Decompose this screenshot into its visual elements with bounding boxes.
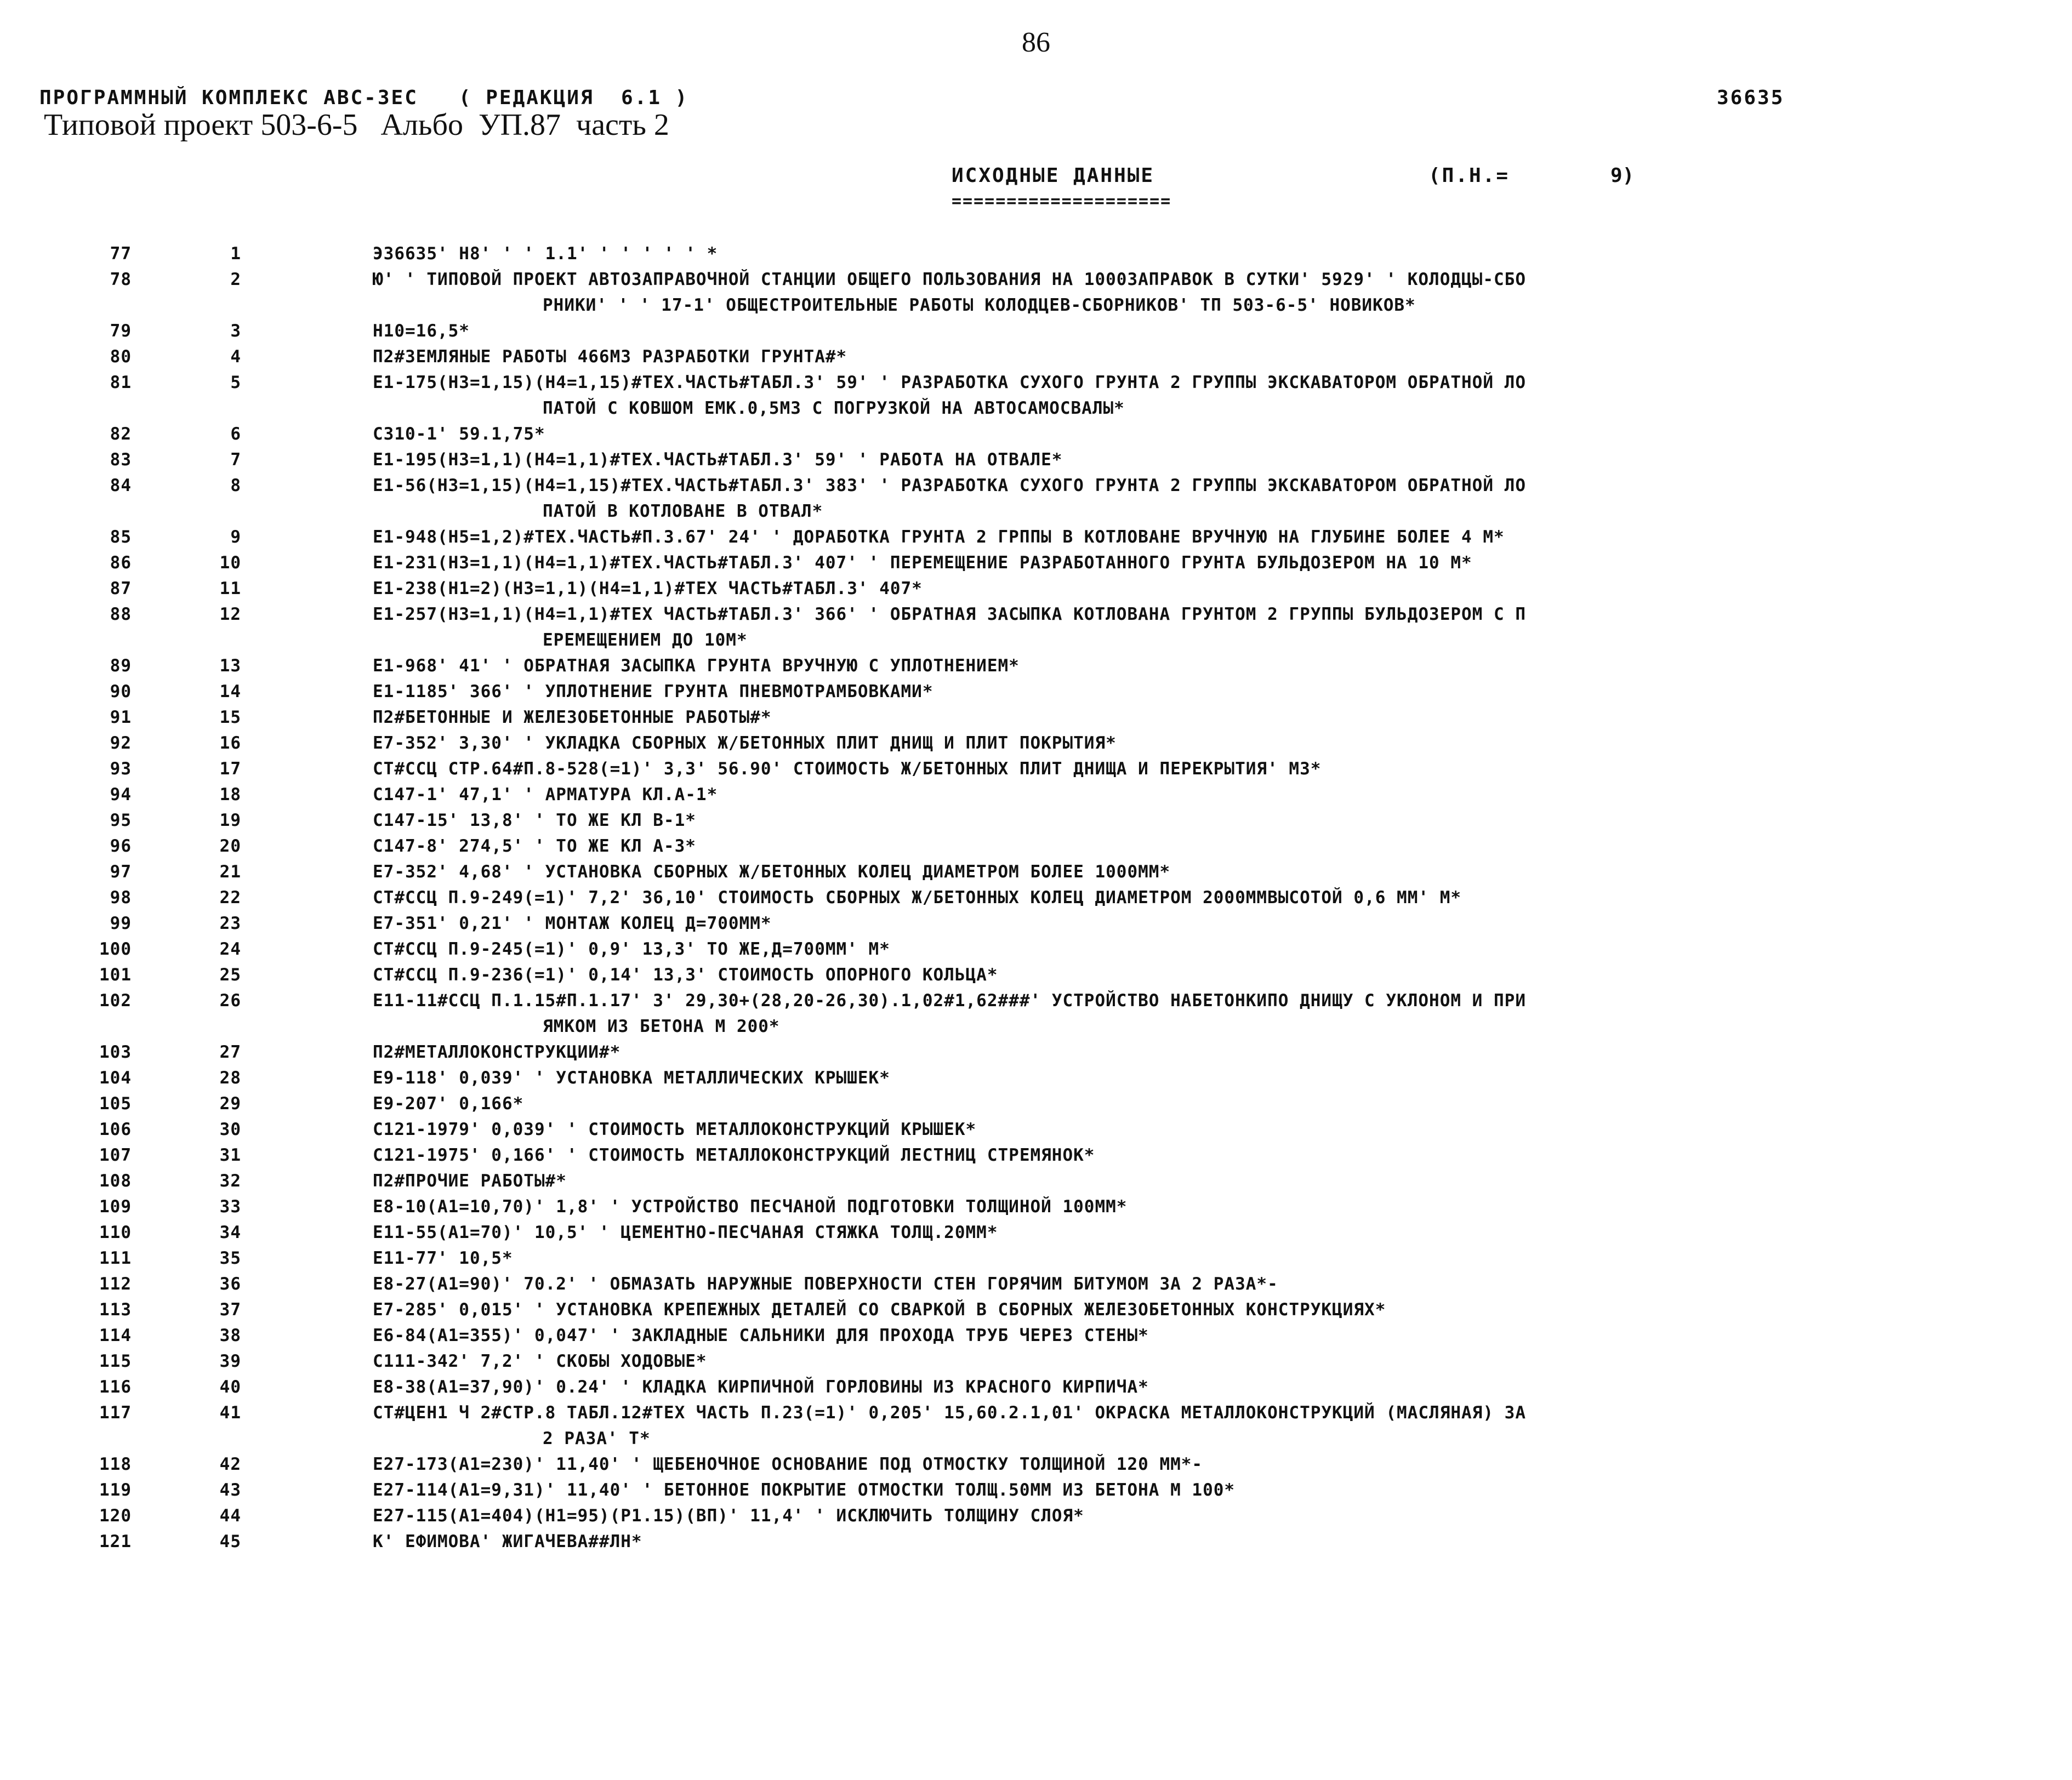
record-number: 16 <box>219 733 241 753</box>
input-data-listing <box>0 241 2072 1555</box>
record-text-line: Е11-11#ССЦ П.1.15#П.1.17' 3' 29,30+(28,20-26,30).1,02#1,62###' УСТРОЙСТВО НАБЕТОНКИПО ДНИЩУ С УКЛОНОМ И ПРИ <box>373 991 1527 1011</box>
listing-row <box>0 370 2072 421</box>
project-title: Типовой проект 503-6-5 Альбо УП.87 часть 2 <box>44 108 669 142</box>
record-text-line: СТ#ССЦ П.9-245(=1)' 0,9' 13,3' ТО ЖЕ,Д=700ММ' М* <box>373 939 890 959</box>
line-number: 88 <box>110 604 132 624</box>
sheet-label: (П.Н.= <box>1428 164 1510 187</box>
record-number: 44 <box>219 1506 241 1526</box>
record-text-continuation: ЕРЕМЕЩЕНИЕМ ДО 10М* <box>543 630 748 650</box>
listing-row <box>0 1040 2072 1065</box>
record-text-line: Е27-173(А1=230)' 11,40' ' ЩЕБЕНОЧНОЕ ОСНОВАНИЕ ПОД ОТМОСТКУ ТОЛЩИНОЙ 120 ММ*- <box>373 1454 1203 1474</box>
title-underline: ==================== <box>952 192 1172 211</box>
line-number: 105 <box>99 1094 132 1114</box>
listing-row <box>0 962 2072 988</box>
listing-row <box>0 1194 2072 1220</box>
record-text <box>373 1503 2050 1529</box>
record-number: 17 <box>219 759 241 779</box>
listing-row <box>0 344 2072 370</box>
record-number: 36 <box>219 1274 241 1294</box>
line-number: 78 <box>110 270 132 289</box>
record-text-line: СТ#ССЦ СТР.64#П.8-528(=1)' 3,3' 56.90' СТОИМОСТЬ Ж/БЕТОННЫХ ПЛИТ ДНИЩА И ПЕРЕКРЫТИЯ' М3* <box>373 759 1322 779</box>
listing-row <box>0 1323 2072 1349</box>
record-text <box>373 421 2050 447</box>
record-number: 6 <box>230 424 241 444</box>
record-text-line: Е9-118' 0,039' ' УСТАНОВКА МЕТАЛЛИЧЕСКИХ КРЫШЕК* <box>373 1068 890 1088</box>
listing-row <box>0 1220 2072 1246</box>
record-text-line: П2#МЕТАЛЛОКОНСТРУКЦИИ#* <box>373 1042 621 1062</box>
record-number: 7 <box>230 450 241 470</box>
line-number: 114 <box>99 1326 132 1345</box>
record-text <box>373 911 2050 937</box>
record-number: 34 <box>219 1223 241 1242</box>
line-number: 92 <box>110 733 132 753</box>
record-number: 14 <box>219 682 241 701</box>
record-text-line: Ю' ' ТИПОВОЙ ПРОЕКТ АВТОЗАПРАВОЧНОЙ СТАНЦИИ ОБЩЕГО ПОЛЬЗОВАНИЯ НА 1000ЗАПРАВОК В СУТКИ' 5929' ' КОЛОДЦЫ-СБО <box>373 270 1527 289</box>
listing-row <box>0 705 2072 731</box>
record-text-line: Е11-55(А1=70)' 10,5' ' ЦЕМЕНТНО-ПЕСЧАНАЯ СТЯЖКА ТОЛЩ.20ММ* <box>373 1223 998 1242</box>
listing-row <box>0 782 2072 808</box>
section-title: ИСХОДНЫЕ ДАННЫЕ <box>952 164 1155 187</box>
record-text <box>373 344 2050 370</box>
record-text-line: Е27-114(А1=9,31)' 11,40' ' БЕТОННОЕ ПОКРЫТИЕ ОТМОСТКИ ТОЛЩ.50ММ ИЗ БЕТОНА М 100* <box>373 1480 1236 1500</box>
listing-row <box>0 318 2072 344</box>
line-number: 99 <box>110 914 132 933</box>
record-text-continuation: ПАТОЙ С КОВШОМ ЕМК.0,5М3 С ПОГРУЗКОЙ НА АВТОСАМОСВАЛЫ* <box>543 398 1125 418</box>
line-number: 82 <box>110 424 132 444</box>
listing-row <box>0 1374 2072 1400</box>
record-text <box>373 447 2050 473</box>
record-number: 20 <box>219 836 241 856</box>
record-text-line: Е6-84(А1=355)' 0,047' ' ЗАКЛАДНЫЕ САЛЬНИКИ ДЛЯ ПРОХОДА ТРУБ ЧЕРЕЗ СТЕНЫ* <box>373 1326 1149 1345</box>
record-text-line: Е8-10(А1=10,70)' 1,8' ' УСТРОЙСТВО ПЕСЧАНОЙ ПОДГОТОВКИ ТОЛЩИНОЙ 100ММ* <box>373 1197 1128 1217</box>
line-number: 86 <box>110 553 132 573</box>
record-text-line: Е1-56(Н3=1,15)(Н4=1,15)#ТЕХ.ЧАСТЬ#ТАБЛ.3' 383' ' РАЗРАБОТКА СУХОГО ГРУНТА 2 ГРУППЫ ЭКСКАВАТОРОМ ОБРАТНОЙ ЛО <box>373 476 1527 495</box>
record-text-line: Е1-257(Н3=1,1)(Н4=1,1)#ТЕХ ЧАСТЬ#ТАБЛ.3' 366' ' ОБРАТНАЯ ЗАСЫПКА КОТЛОВАНА ГРУНТОМ 2 ГРУППЫ БУЛЬДОЗЕРОМ С П <box>373 604 1527 624</box>
line-number: 100 <box>99 939 132 959</box>
record-text-line: П2#ЗЕМЛЯНЫЕ РАБОТЫ 466М3 РАЗРАБОТКИ ГРУНТА#* <box>373 347 847 367</box>
listing-row <box>0 1452 2072 1477</box>
record-text <box>373 473 2050 524</box>
line-number: 83 <box>110 450 132 470</box>
line-number: 84 <box>110 476 132 495</box>
record-number: 18 <box>219 785 241 805</box>
record-text-line: Э36635' Н8' ' ' 1.1' ' ' ' ' ' * <box>373 244 718 264</box>
record-text-continuation: 2 РАЗА' Т* <box>543 1429 651 1448</box>
record-text-line: С121-1975' 0,166' ' СТОИМОСТЬ МЕТАЛЛОКОНСТРУКЦИЙ ЛЕСТНИЦ СТРЕМЯНОК* <box>373 1145 1095 1165</box>
sheet-number: 9) <box>1610 164 1635 187</box>
record-text-line: С147-15' 13,8' ' ТО ЖЕ КЛ В-1* <box>373 811 696 830</box>
record-number: 23 <box>219 914 241 933</box>
record-text-line: СТ#ССЦ П.9-236(=1)' 0,14' 13,3' СТОИМОСТЬ ОПОРНОГО КОЛЬЦА* <box>373 965 998 985</box>
record-number: 2 <box>230 270 241 289</box>
record-number: 1 <box>230 244 241 264</box>
line-number: 77 <box>110 244 132 264</box>
line-number: 120 <box>99 1506 132 1526</box>
listing-row <box>0 1503 2072 1529</box>
listing-row <box>0 911 2072 937</box>
record-text <box>373 1065 2050 1091</box>
record-text-line: Е7-352' 3,30' ' УКЛАДКА СБОРНЫХ Ж/БЕТОННЫХ ПЛИТ ДНИЩ И ПЛИТ ПОКРЫТИЯ* <box>373 733 1117 753</box>
record-text <box>373 859 2050 885</box>
record-text-line: К' ЕФИМОВА' ЖИГАЧЕВА##ЛН* <box>373 1532 642 1551</box>
listing-row <box>0 1091 2072 1117</box>
line-number: 104 <box>99 1068 132 1088</box>
record-text <box>373 1323 2050 1349</box>
record-text-line: Е8-38(А1=37,90)' 0.24' ' КЛАДКА КИРПИЧНОЙ ГОРЛОВИНЫ ИЗ КРАСНОГО КИРПИЧА* <box>373 1377 1149 1397</box>
listing-row <box>0 988 2072 1040</box>
line-number: 96 <box>110 836 132 856</box>
record-text <box>373 241 2050 267</box>
listing-row <box>0 1529 2072 1555</box>
record-number: 13 <box>219 656 241 676</box>
record-text-line: Е11-77' 10,5* <box>373 1248 513 1268</box>
record-text <box>373 937 2050 962</box>
listing-row <box>0 679 2072 705</box>
listing-row <box>0 447 2072 473</box>
record-number: 8 <box>230 476 241 495</box>
record-text-line: С147-1' 47,1' ' АРМАТУРА КЛ.А-1* <box>373 785 718 805</box>
record-number: 27 <box>219 1042 241 1062</box>
record-number: 42 <box>219 1454 241 1474</box>
record-number: 26 <box>219 991 241 1011</box>
record-number: 41 <box>219 1403 241 1423</box>
record-number: 29 <box>219 1094 241 1114</box>
record-text <box>373 1271 2050 1297</box>
line-number: 81 <box>110 373 132 392</box>
line-number: 93 <box>110 759 132 779</box>
listing-row <box>0 1297 2072 1323</box>
line-number: 89 <box>110 656 132 676</box>
record-text <box>373 1168 2050 1194</box>
record-number: 43 <box>219 1480 241 1500</box>
record-text-line: СТ#ЦЕН1 Ч 2#СТР.8 ТАБЛ.12#ТЕХ ЧАСТЬ П.23(=1)' 0,205' 15,60.2.1,01' ОКРАСКА МЕТАЛЛОКОНСТРУКЦИЙ (МАСЛЯНАЯ) ЗА <box>373 1403 1527 1423</box>
listing-row <box>0 1477 2072 1503</box>
record-number: 12 <box>219 604 241 624</box>
record-text <box>373 1529 2050 1555</box>
record-text-line: С121-1979' 0,039' ' СТОИМОСТЬ МЕТАЛЛОКОНСТРУКЦИЙ КРЫШЕК* <box>373 1120 977 1139</box>
record-text-line: Е8-27(А1=90)' 70.2' ' ОБМАЗАТЬ НАРУЖНЫЕ ПОВЕРХНОСТИ СТЕН ГОРЯЧИМ БИТУМОМ ЗА 2 РАЗА*- <box>373 1274 1278 1294</box>
record-text <box>373 1091 2050 1117</box>
record-text <box>373 318 2050 344</box>
line-number: 113 <box>99 1300 132 1320</box>
line-number: 111 <box>99 1248 132 1268</box>
record-text <box>373 679 2050 705</box>
line-number: 85 <box>110 527 132 547</box>
listing-row <box>0 885 2072 911</box>
record-text <box>373 1374 2050 1400</box>
record-text <box>373 550 2050 576</box>
listing-row <box>0 1143 2072 1168</box>
record-text <box>373 1143 2050 1168</box>
record-text <box>373 782 2050 808</box>
record-text <box>373 524 2050 550</box>
listing-row <box>0 1246 2072 1271</box>
listing-row <box>0 602 2072 653</box>
record-number: 21 <box>219 862 241 882</box>
listing-row <box>0 576 2072 602</box>
record-text <box>373 834 2050 859</box>
listing-row <box>0 241 2072 267</box>
record-text-line: Е9-207' 0,166* <box>373 1094 524 1114</box>
record-text-line: Н10=16,5* <box>373 321 470 341</box>
line-number: 80 <box>110 347 132 367</box>
line-number: 79 <box>110 321 132 341</box>
record-text-line: Е7-285' 0,015' ' УСТАНОВКА КРЕПЕЖНЫХ ДЕТАЛЕЙ СО СВАРКОЙ В СБОРНЫХ ЖЕЛЕЗОБЕТОННЫХ КОНСТРУКЦИЯХ* <box>373 1300 1386 1320</box>
line-number: 95 <box>110 811 132 830</box>
listing-row <box>0 267 2072 318</box>
listing-row <box>0 808 2072 834</box>
record-text <box>373 962 2050 988</box>
record-text <box>373 1194 2050 1220</box>
record-number: 9 <box>230 527 241 547</box>
record-text-line: Е1-175(Н3=1,15)(Н4=1,15)#ТЕХ.ЧАСТЬ#ТАБЛ.3' 59' ' РАЗРАБОТКА СУХОГО ГРУНТА 2 ГРУППЫ ЭКСКАВАТОРОМ ОБРАТНОЙ ЛО <box>373 373 1527 392</box>
record-text-line: С111-342' 7,2' ' СКОБЫ ХОДОВЫЕ* <box>373 1351 707 1371</box>
line-number: 90 <box>110 682 132 701</box>
line-number: 110 <box>99 1223 132 1242</box>
record-number: 28 <box>219 1068 241 1088</box>
line-number: 87 <box>110 579 132 598</box>
record-text-continuation: ПАТОЙ В КОТЛОВАНЕ В ОТВАЛ* <box>543 501 823 521</box>
record-text <box>373 1452 2050 1477</box>
record-number: 25 <box>219 965 241 985</box>
record-text <box>373 1117 2050 1143</box>
record-number: 22 <box>219 888 241 908</box>
record-number: 24 <box>219 939 241 959</box>
listing-row <box>0 834 2072 859</box>
record-text <box>373 1246 2050 1271</box>
listing-row <box>0 937 2072 962</box>
listing-row <box>0 1168 2072 1194</box>
listing-row <box>0 473 2072 524</box>
document-number: 36635 <box>1717 87 1785 109</box>
listing-row <box>0 731 2072 756</box>
line-number: 97 <box>110 862 132 882</box>
record-number: 35 <box>219 1248 241 1268</box>
record-text-line: Е1-1185' 366' ' УПЛОТНЕНИЕ ГРУНТА ПНЕВМОТРАМБОВКАМИ* <box>373 682 933 701</box>
line-number: 106 <box>99 1120 132 1139</box>
line-number: 102 <box>99 991 132 1011</box>
record-number: 45 <box>219 1532 241 1551</box>
listing-row <box>0 550 2072 576</box>
record-number: 30 <box>219 1120 241 1139</box>
record-text-continuation: ЯМКОМ ИЗ БЕТОНА М 200* <box>543 1017 780 1036</box>
listing-row <box>0 524 2072 550</box>
line-number: 118 <box>99 1454 132 1474</box>
listing-row <box>0 1271 2072 1297</box>
record-text-line: Е27-115(А1=404)(Н1=95)(Р1.15)(ВП)' 11,4' ' ИСКЛЮЧИТЬ ТОЛЩИНУ СЛОЯ* <box>373 1506 1084 1526</box>
record-number: 4 <box>230 347 241 367</box>
record-number: 32 <box>219 1171 241 1191</box>
record-text-line: П2#БЕТОННЫЕ И ЖЕЛЕЗОБЕТОННЫЕ РАБОТЫ#* <box>373 708 772 727</box>
line-number: 115 <box>99 1351 132 1371</box>
line-number: 108 <box>99 1171 132 1191</box>
record-text-line: Е1-238(Н1=2)(Н3=1,1)(Н4=1,1)#ТЕХ ЧАСТЬ#ТАБЛ.3' 407* <box>373 579 923 598</box>
record-text-line: С310-1' 59.1,75* <box>373 424 545 444</box>
record-text <box>373 731 2050 756</box>
record-number: 33 <box>219 1197 241 1217</box>
record-number: 15 <box>219 708 241 727</box>
record-text <box>373 1349 2050 1374</box>
record-text <box>373 756 2050 782</box>
record-text-line: Е1-231(Н3=1,1)(Н4=1,1)#ТЕХ.ЧАСТЬ#ТАБЛ.3' 407' ' ПЕРЕМЕЩЕНИЕ РАЗРАБОТАННОГО ГРУНТА БУЛЬДОЗЕРОМ НА 10 М* <box>373 553 1472 573</box>
record-number: 37 <box>219 1300 241 1320</box>
record-text-line: СТ#ССЦ П.9-249(=1)' 7,2' 36,10' СТОИМОСТЬ СБОРНЫХ Ж/БЕТОННЫХ КОЛЕЦ ДИАМЕТРОМ 2000ММВЫСОТОЙ 0,6 ММ' М* <box>373 888 1462 908</box>
record-text-line: Е1-968' 41' ' ОБРАТНАЯ ЗАСЫПКА ГРУНТА ВРУЧНУЮ С УПЛОТНЕНИЕМ* <box>373 656 1020 676</box>
record-text <box>373 1040 2050 1065</box>
listing-row <box>0 1349 2072 1374</box>
line-number: 107 <box>99 1145 132 1165</box>
listing-row <box>0 1117 2072 1143</box>
record-text <box>373 267 2050 318</box>
record-text <box>373 1400 2050 1452</box>
record-number: 38 <box>219 1326 241 1345</box>
record-number: 5 <box>230 373 241 392</box>
line-number: 98 <box>110 888 132 908</box>
record-text <box>373 1220 2050 1246</box>
listing-row <box>0 756 2072 782</box>
listing-row <box>0 421 2072 447</box>
line-number: 112 <box>99 1274 132 1294</box>
record-text-line: П2#ПРОЧИЕ РАБОТЫ#* <box>373 1171 567 1191</box>
record-text <box>373 885 2050 911</box>
line-number: 119 <box>99 1480 132 1500</box>
record-text-line: Е1-195(Н3=1,1)(Н4=1,1)#ТЕХ.ЧАСТЬ#ТАБЛ.3' 59' ' РАБОТА НА ОТВАЛЕ* <box>373 450 1063 470</box>
line-number: 117 <box>99 1403 132 1423</box>
listing-row <box>0 1065 2072 1091</box>
listing-row <box>0 653 2072 679</box>
line-number: 103 <box>99 1042 132 1062</box>
record-text-line: Е7-351' 0,21' ' МОНТАЖ КОЛЕЦ Д=700ММ* <box>373 914 772 933</box>
record-text-line: Е7-352' 4,68' ' УСТАНОВКА СБОРНЫХ Ж/БЕТОННЫХ КОЛЕЦ ДИАМЕТРОМ БОЛЕЕ 1000ММ* <box>373 862 1171 882</box>
record-text <box>373 988 2050 1040</box>
program-header: ПРОГРАММНЫЙ КОМПЛЕКС АВС-ЗЕС ( РЕДАКЦИЯ 6.1 ) <box>39 87 689 109</box>
record-text <box>373 1477 2050 1503</box>
record-number: 3 <box>230 321 241 341</box>
line-number: 116 <box>99 1377 132 1397</box>
line-number: 101 <box>99 965 132 985</box>
page-number: 86 <box>1022 27 1050 58</box>
record-number: 19 <box>219 811 241 830</box>
line-number: 121 <box>99 1532 132 1551</box>
line-number: 91 <box>110 708 132 727</box>
record-number: 11 <box>219 579 241 598</box>
record-text-continuation: РНИКИ' ' ' 17-1' ОБЩЕСТРОИТЕЛЬНЫЕ РАБОТЫ КОЛОДЦЕВ-СБОРНИКОВ' ТП 503-6-5' НОВИКОВ* <box>543 295 1416 315</box>
record-text <box>373 1297 2050 1323</box>
record-text-line: Е1-948(Н5=1,2)#ТЕХ.ЧАСТЬ#П.3.67' 24' ' ДОРАБОТКА ГРУНТА 2 ГРППЫ В КОТЛОВАНЕ ВРУЧНУЮ НА ГЛУБИНЕ БОЛЕЕ 4 М* <box>373 527 1505 547</box>
record-text <box>373 653 2050 679</box>
record-number: 10 <box>219 553 241 573</box>
record-text <box>373 370 2050 421</box>
record-number: 40 <box>219 1377 241 1397</box>
listing-row <box>0 1400 2072 1452</box>
line-number: 109 <box>99 1197 132 1217</box>
listing-row <box>0 859 2072 885</box>
record-number: 31 <box>219 1145 241 1165</box>
record-text <box>373 602 2050 653</box>
record-text <box>373 576 2050 602</box>
line-number: 94 <box>110 785 132 805</box>
record-text-line: С147-8' 274,5' ' ТО ЖЕ КЛ А-3* <box>373 836 696 856</box>
record-text <box>373 705 2050 731</box>
record-number: 39 <box>219 1351 241 1371</box>
record-text <box>373 808 2050 834</box>
